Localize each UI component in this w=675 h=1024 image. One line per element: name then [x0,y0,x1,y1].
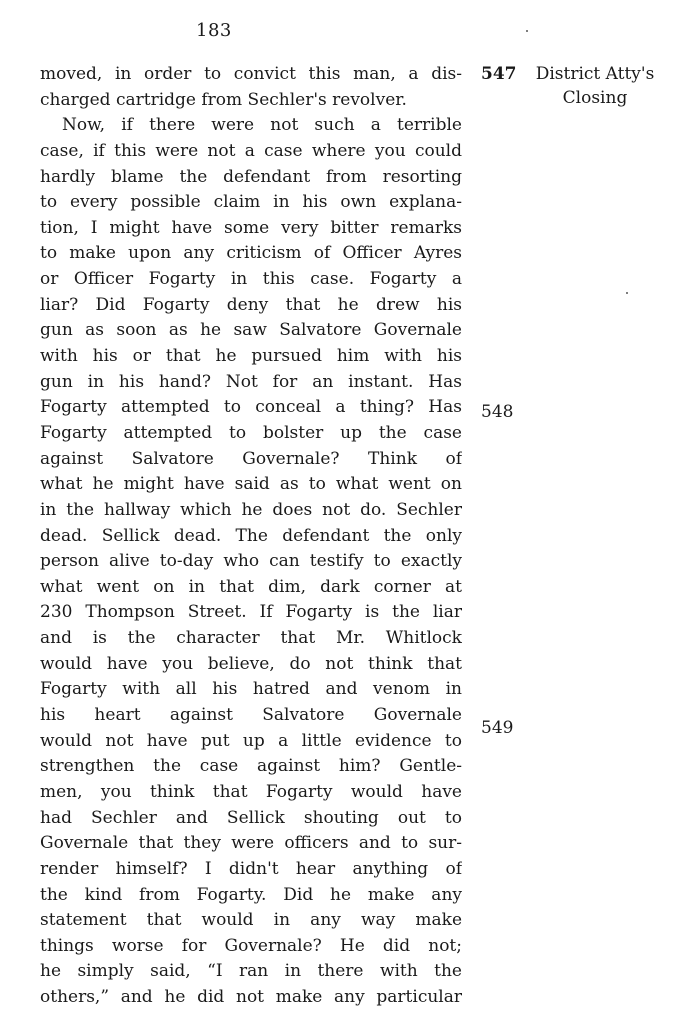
text-line: gun as soon as he saw Salvatore Governale [40,320,462,341]
text-line: 230 Thompson Street. If Fogarty is the liar [40,602,462,623]
text-line: liar? Did Fogarty deny that he drew his [40,294,462,315]
text-line: statement that would in any way make [40,910,462,931]
scan-speck [626,292,628,294]
scan-speck [526,30,528,32]
text-line: to make upon any criticism of Officer Ayres [40,243,462,264]
text-line: charged cartridge from Sechler's revolver. [40,89,407,110]
text-line: others,” and he did not make any particular [40,987,462,1008]
text-line: had Sechler and Sellick shouting out to [40,807,462,828]
text-line: against Salvatore Governale? Think of [40,448,462,469]
text-line: person alive to-day who can testify to exactly [40,551,462,572]
text-line: would have you believe, do not think that [40,653,462,674]
page-number: 183 [196,20,232,41]
text-line: his heart against Salvatore Governale [40,705,462,726]
margin-line-number-549: 549 [481,718,514,738]
text-line: Fogarty with all his hatred and venom in [40,679,462,700]
text-line: what he might have said as to what went on [40,474,462,495]
text-line: Governale that they were officers and to sur- [40,833,462,854]
text-line: would not have put up a little evidence to [40,730,462,751]
text-line: and is the character that Mr. Whitlock [40,628,462,649]
text-line: tion, I might have some very bitter remarks [40,217,462,238]
text-line: with his or that he pursued him with his [40,346,462,367]
text-line: Fogarty attempted to bolster up the case [40,422,462,443]
text-line: Now, if there were not such a terrible [62,115,462,136]
text-line: moved, in order to convict this man, a dis- [40,64,462,84]
margin-line-number-547: 547 [481,64,517,84]
text-line: or Officer Fogarty in this case. Fogarty a [40,269,462,290]
margin-section-label [520,62,670,110]
text-line: dead. Sellick dead. The defendant the only [40,525,462,546]
text-line: strengthen the case against him? Gentle- [40,756,462,777]
text-line: in the hallway which he does not do. Sechler [40,499,462,520]
text-line: what went on in that dim, dark corner at [40,576,462,597]
text-line: he simply said, “I ran in there with the [40,961,462,982]
text-line: Fogarty attempted to conceal a thing? Has [40,397,462,418]
text-line: render himself? I didn't hear anything of [40,858,462,879]
text-line: case, if this were not a case where you could [40,140,462,161]
text-line: things worse for Governale? He did not; [40,935,462,956]
text-line: men, you think that Fogarty would have [40,781,462,802]
margin-label-line-2: Closing [562,88,628,108]
margin-label-line-1: District Atty's [535,64,655,84]
text-line: to every possible claim in his own explana- [40,192,462,213]
text-line: the kind from Fogarty. Did he make any [40,884,462,905]
text-line: hardly blame the defendant from resorting [40,166,462,187]
margin-line-number-548: 548 [481,402,514,422]
text-line: gun in his hand? Not for an instant. Has [40,371,462,392]
body-text [40,62,462,1011]
